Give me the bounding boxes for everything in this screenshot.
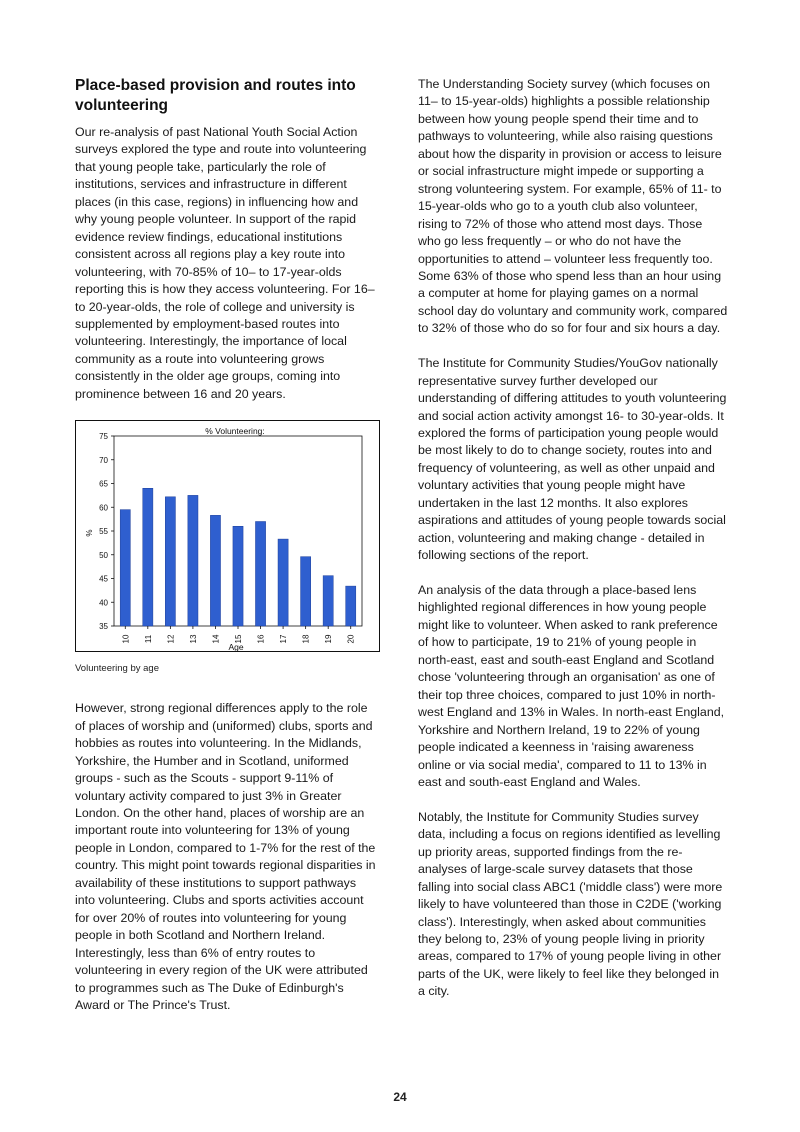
bar <box>346 586 356 626</box>
y-tick-label: 65 <box>99 479 108 489</box>
x-tick-label: 15 <box>234 634 243 644</box>
x-tick-label: 17 <box>279 634 289 644</box>
chart-canvas <box>76 421 381 653</box>
x-tick-label: 16 <box>256 634 266 644</box>
x-tick-label: 20 <box>346 634 356 644</box>
y-axis-label: % <box>85 529 94 537</box>
x-tick-label: 14 <box>211 634 221 644</box>
bar <box>233 527 243 627</box>
y-tick-label: 40 <box>99 598 108 608</box>
x-axis-label: Age <box>228 642 244 653</box>
bar <box>143 489 153 627</box>
x-tick-label: 10 <box>121 634 131 644</box>
paragraph: Our re-analysis of past National Youth Social Action surveys explored the type and route into volunteering that young people take, particularly the role of institutions, services and infrastructure in different places (in this case, regions) in influencing how and why young people volunteer. In support of the rapid evidence review findings, educational institutions consistent across all regions play a key route into volunteering, with 70-85% of 10– to 17-year-olds reporting this is how they access volunteering. For 16– to 20-year-olds, the role of college and university is supplemented by employment-based routes into volunteering. Interestingly, the importance of local community as a route into volunteering grows consistently in the older age groups, coming into prominence between 16 and 20 years. <box>75 125 375 401</box>
paragraph: The Understanding Society survey (which focuses on 11– to 15-year-olds) highlights a possible relationship between how young people spend their time and to pathways to volunteering, while also raising questions about how the disparity in provision or access to leisure or social infrastructure might impede or supporting a strong volunteering system. For example, 65% of 11- to 15-year-olds who go to a youth club also volunteer, rising to 72% of those who attend most days. Those who go less frequently – or who do not have the opportunities to attend – volunteer less frequently too. Some 63% of those who spend less than an hour using a computer at home for playing games on a normal school day do voluntary and community work, compared to 32% of those who do so for four and six hours a day. <box>418 77 728 336</box>
bar <box>301 557 311 626</box>
page-number: 24 <box>393 1090 407 1104</box>
y-tick-label: 60 <box>99 503 108 513</box>
chart-caption: Volunteering by age <box>75 663 159 675</box>
y-tick-label: 70 <box>99 456 108 465</box>
chart-title: % Volunteering: <box>205 426 265 437</box>
y-tick-label: 75 <box>99 432 108 442</box>
y-tick-label: 45 <box>99 574 108 584</box>
left-column <box>75 76 377 1031</box>
bar <box>188 496 198 627</box>
x-tick-label: 19 <box>324 634 334 644</box>
right-column <box>418 76 728 1018</box>
bar <box>255 522 265 627</box>
x-tick-label: 13 <box>188 634 198 644</box>
y-tick-label: 35 <box>99 622 108 632</box>
bar <box>323 576 333 626</box>
paragraph: The Institute for Community Studies/YouGov nationally representative survey further developed our understanding of differing attitudes to youth volunteering and social action activity amongst 16- to 30-year-olds. It explored the forms of participation young people would be most likely to do to change society, routes into and frequency of volunteering, as well as other unpaid and voluntary activities that young people might have undertaken in the last 12 months. It also explores aspirations and attitudes of young people towards social action, volunteering and making change - detailed in following sections of the report. <box>418 356 727 563</box>
bar <box>210 516 220 627</box>
bar-chart <box>75 420 380 652</box>
bar <box>120 510 130 626</box>
paragraph: An analysis of the data through a place-based lens highlighted regional differences in how young people might like to volunteer. When asked to rank preference of how to participate, 19 to 21% of young people in north-east, east and south-east England and Scotland chose 'volunteering through an organisation' as one of their top three choices, compared to just 10% in north-west England and 13% in Wales. In north-east England, Yorkshire and Northern Ireland, 19 to 22% of young people indicated a keenness in 'raising awareness online or via social media', compared to 11 to 13% in east and south-east England and Wales. <box>418 583 725 789</box>
y-tick-label: 50 <box>99 551 108 560</box>
section-heading: Place-based provision and routes into volunteering <box>75 77 356 114</box>
bar <box>278 539 288 626</box>
x-tick-label: 11 <box>143 635 153 644</box>
bar <box>165 497 175 626</box>
paragraph: Notably, the Institute for Community Studies survey data, including a focus on regions identified as levelling up priority areas, supported findings from the re-analyses of large-scale survey datasets that those falling into social class ABC1 ('middle class') were more likely to have volunteered than those in C2DE ('working class'). Interestingly, when asked about communities they belong to, 23% of young people living in priority areas, compared to 17% of young people living in other parts of the UK, were likely to feel like they belonged in a city. <box>418 809 723 999</box>
y-tick-label: 55 <box>99 527 108 537</box>
x-tick-label: 12 <box>166 634 176 644</box>
paragraph: However, strong regional differences apply to the role of places of worship and (uniformed) clubs, sports and hobbies as routes into volunteering. In the Midlands, Yorkshire, the Humber and in Scotland, uniformed groups - such as the Scouts - support 9-11% of voluntary activity compared to just 3% in Greater London. On the other hand, places of worship are an important route into volunteering for 13% of young people in London, compared to 1-7% for the rest of the country. This might point towards regional disparities in availability of these institutions to support pathways into volunteering. Clubs and sports activities account for over 20% of routes into volunteering for young people in both Scotland and Northern Ireland. Interestingly, less than 6% of entry routes to volunteering in every region of the UK were attributed to programmes such as The Duke of Edinburgh's Award or The Prince's Trust. <box>75 701 376 1012</box>
x-tick-label: 18 <box>301 634 311 644</box>
